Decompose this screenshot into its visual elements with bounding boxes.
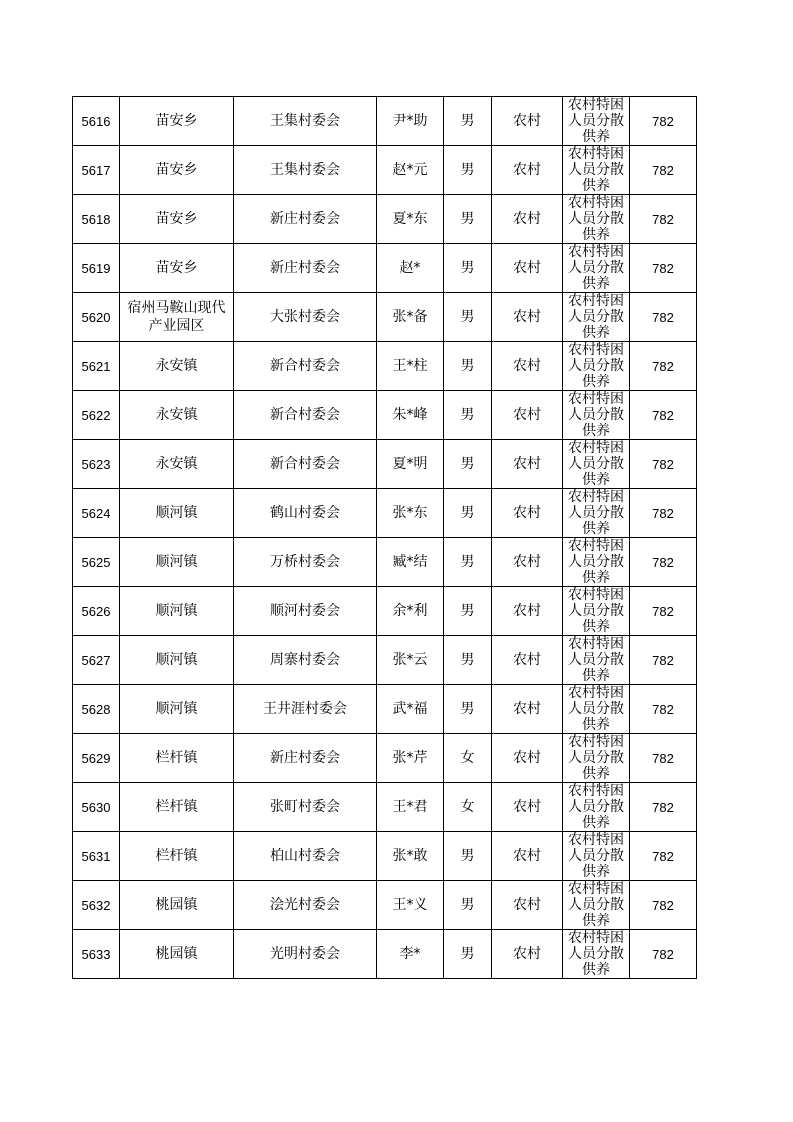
support-category-cell: [563, 391, 630, 440]
area-type-cell: 农村: [492, 195, 563, 244]
serial-number-cell: 5631: [73, 832, 120, 881]
support-category-text: 农村特困人员分散供养: [568, 587, 624, 635]
village-committee-cell: 新庄村委会: [234, 244, 377, 293]
township-cell: 苗安乡: [120, 195, 234, 244]
person-name-cell: 王*义: [377, 881, 444, 930]
person-name-cell: 余*利: [377, 587, 444, 636]
village-committee-cell: 光明村委会: [234, 930, 377, 979]
amount-cell: 782: [630, 342, 697, 391]
amount-cell: 782: [630, 489, 697, 538]
table-row: [73, 783, 697, 832]
table-row: [73, 538, 697, 587]
township-cell: 桃园镇: [120, 881, 234, 930]
village-committee-cell: 鹤山村委会: [234, 489, 377, 538]
person-name-cell: 李*: [377, 930, 444, 979]
village-committee-cell: 王集村委会: [234, 146, 377, 195]
roster-table: [72, 96, 697, 979]
area-type-cell: 农村: [492, 489, 563, 538]
support-category-cell: [563, 489, 630, 538]
village-committee-cell: 新庄村委会: [234, 734, 377, 783]
township-cell: 顺河镇: [120, 636, 234, 685]
gender-cell: 女: [444, 734, 492, 783]
township-cell: 栏杆镇: [120, 832, 234, 881]
area-type-cell: 农村: [492, 930, 563, 979]
support-category-text: 农村特困人员分散供养: [568, 636, 624, 684]
area-type-cell: 农村: [492, 832, 563, 881]
support-category-cell: [563, 930, 630, 979]
support-category-text: 农村特困人员分散供养: [568, 685, 624, 733]
gender-cell: 男: [444, 832, 492, 881]
area-type-cell: 农村: [492, 244, 563, 293]
village-committee-cell: 顺河村委会: [234, 587, 377, 636]
person-name-cell: 夏*明: [377, 440, 444, 489]
amount-cell: 782: [630, 440, 697, 489]
table-row: [73, 342, 697, 391]
support-category-text: 农村特困人员分散供养: [568, 489, 624, 537]
person-name-cell: 张*云: [377, 636, 444, 685]
area-type-cell: 农村: [492, 685, 563, 734]
serial-number-cell: 5633: [73, 930, 120, 979]
area-type-cell: 农村: [492, 538, 563, 587]
serial-number-cell: 5617: [73, 146, 120, 195]
support-category-text: 农村特困人员分散供养: [568, 783, 624, 831]
area-type-cell: 农村: [492, 783, 563, 832]
amount-cell: 782: [630, 783, 697, 832]
amount-cell: 782: [630, 587, 697, 636]
township-cell: 顺河镇: [120, 587, 234, 636]
support-category-cell: [563, 881, 630, 930]
table-row: [73, 881, 697, 930]
village-committee-cell: 万桥村委会: [234, 538, 377, 587]
table-row: [73, 489, 697, 538]
support-category-text: 农村特困人员分散供养: [568, 97, 624, 145]
person-name-cell: 张*敢: [377, 832, 444, 881]
support-category-text: 农村特困人员分散供养: [568, 293, 624, 341]
support-category-cell: [563, 587, 630, 636]
amount-cell: 782: [630, 195, 697, 244]
village-committee-cell: 新合村委会: [234, 440, 377, 489]
amount-cell: 782: [630, 832, 697, 881]
serial-number-cell: 5625: [73, 538, 120, 587]
support-category-text: 农村特困人员分散供养: [568, 832, 624, 880]
table-row: [73, 930, 697, 979]
village-committee-cell: 大张村委会: [234, 293, 377, 342]
village-committee-cell: 新合村委会: [234, 342, 377, 391]
township-cell: 苗安乡: [120, 97, 234, 146]
person-name-cell: 张*备: [377, 293, 444, 342]
gender-cell: 男: [444, 685, 492, 734]
support-category-cell: [563, 293, 630, 342]
amount-cell: 782: [630, 293, 697, 342]
gender-cell: 男: [444, 636, 492, 685]
amount-cell: 782: [630, 538, 697, 587]
amount-cell: 782: [630, 146, 697, 195]
person-name-cell: 臧*结: [377, 538, 444, 587]
support-category-cell: [563, 146, 630, 195]
support-category-cell: [563, 440, 630, 489]
gender-cell: 男: [444, 342, 492, 391]
township-cell: 栏杆镇: [120, 783, 234, 832]
amount-cell: 782: [630, 734, 697, 783]
township-cell: 宿州马鞍山现代产业园区: [120, 293, 234, 342]
table-row: [73, 832, 697, 881]
area-type-cell: 农村: [492, 881, 563, 930]
gender-cell: 女: [444, 783, 492, 832]
serial-number-cell: 5618: [73, 195, 120, 244]
township-cell: 栏杆镇: [120, 734, 234, 783]
village-committee-cell: 新合村委会: [234, 391, 377, 440]
serial-number-cell: 5616: [73, 97, 120, 146]
table-row: [73, 636, 697, 685]
table-row: [73, 391, 697, 440]
gender-cell: 男: [444, 538, 492, 587]
township-cell: 永安镇: [120, 391, 234, 440]
area-type-cell: 农村: [492, 146, 563, 195]
area-type-cell: 农村: [492, 342, 563, 391]
amount-cell: 782: [630, 97, 697, 146]
village-committee-cell: 新庄村委会: [234, 195, 377, 244]
support-category-cell: [563, 195, 630, 244]
support-category-text: 农村特困人员分散供养: [568, 146, 624, 194]
serial-number-cell: 5620: [73, 293, 120, 342]
person-name-cell: 张*芹: [377, 734, 444, 783]
village-committee-cell: 浍光村委会: [234, 881, 377, 930]
gender-cell: 男: [444, 293, 492, 342]
serial-number-cell: 5628: [73, 685, 120, 734]
amount-cell: 782: [630, 881, 697, 930]
support-category-cell: [563, 244, 630, 293]
area-type-cell: 农村: [492, 97, 563, 146]
amount-cell: 782: [630, 930, 697, 979]
serial-number-cell: 5632: [73, 881, 120, 930]
area-type-cell: 农村: [492, 440, 563, 489]
village-committee-cell: 柏山村委会: [234, 832, 377, 881]
serial-number-cell: 5626: [73, 587, 120, 636]
township-cell: 桃园镇: [120, 930, 234, 979]
support-category-text: 农村特困人员分散供养: [568, 244, 624, 292]
table-row: [73, 587, 697, 636]
serial-number-cell: 5623: [73, 440, 120, 489]
table-row: [73, 734, 697, 783]
gender-cell: 男: [444, 930, 492, 979]
table-row: [73, 244, 697, 293]
township-cell: 顺河镇: [120, 489, 234, 538]
support-category-cell: [563, 538, 630, 587]
gender-cell: 男: [444, 881, 492, 930]
table-row: [73, 97, 697, 146]
serial-number-cell: 5627: [73, 636, 120, 685]
table-row: [73, 293, 697, 342]
person-name-cell: 赵*元: [377, 146, 444, 195]
support-category-text: 农村特困人员分散供养: [568, 391, 624, 439]
support-category-text: 农村特困人员分散供养: [568, 930, 624, 978]
support-category-text: 农村特困人员分散供养: [568, 881, 624, 929]
amount-cell: 782: [630, 244, 697, 293]
area-type-cell: 农村: [492, 391, 563, 440]
amount-cell: 782: [630, 685, 697, 734]
table-row: [73, 685, 697, 734]
gender-cell: 男: [444, 146, 492, 195]
table-row: [73, 146, 697, 195]
support-category-cell: [563, 734, 630, 783]
support-category-text: 农村特困人员分散供养: [568, 440, 624, 488]
serial-number-cell: 5624: [73, 489, 120, 538]
township-cell: 苗安乡: [120, 146, 234, 195]
township-cell: 顺河镇: [120, 685, 234, 734]
township-cell: 苗安乡: [120, 244, 234, 293]
gender-cell: 男: [444, 587, 492, 636]
area-type-cell: 农村: [492, 636, 563, 685]
gender-cell: 男: [444, 489, 492, 538]
amount-cell: 782: [630, 391, 697, 440]
support-category-cell: [563, 832, 630, 881]
person-name-cell: 夏*东: [377, 195, 444, 244]
support-category-cell: [563, 342, 630, 391]
support-category-text: 农村特困人员分散供养: [568, 342, 624, 390]
amount-cell: 782: [630, 636, 697, 685]
serial-number-cell: 5621: [73, 342, 120, 391]
village-committee-cell: 王井涯村委会: [234, 685, 377, 734]
person-name-cell: 朱*峰: [377, 391, 444, 440]
gender-cell: 男: [444, 97, 492, 146]
gender-cell: 男: [444, 440, 492, 489]
support-category-text: 农村特困人员分散供养: [568, 195, 624, 243]
support-category-cell: [563, 783, 630, 832]
person-name-cell: 武*福: [377, 685, 444, 734]
serial-number-cell: 5622: [73, 391, 120, 440]
person-name-cell: 赵*: [377, 244, 444, 293]
serial-number-cell: 5619: [73, 244, 120, 293]
gender-cell: 男: [444, 195, 492, 244]
support-category-cell: [563, 97, 630, 146]
area-type-cell: 农村: [492, 293, 563, 342]
village-committee-cell: 张町村委会: [234, 783, 377, 832]
person-name-cell: 王*柱: [377, 342, 444, 391]
area-type-cell: 农村: [492, 734, 563, 783]
support-category-cell: [563, 685, 630, 734]
gender-cell: 男: [444, 391, 492, 440]
roster-body: [73, 97, 697, 979]
village-committee-cell: 王集村委会: [234, 97, 377, 146]
table-row: [73, 440, 697, 489]
village-committee-cell: 周寨村委会: [234, 636, 377, 685]
support-category-text: 农村特困人员分散供养: [568, 538, 624, 586]
person-name-cell: 尹*助: [377, 97, 444, 146]
table-row: [73, 195, 697, 244]
township-cell: 顺河镇: [120, 538, 234, 587]
person-name-cell: 王*君: [377, 783, 444, 832]
township-cell: 永安镇: [120, 440, 234, 489]
support-category-cell: [563, 636, 630, 685]
support-category-text: 农村特困人员分散供养: [568, 734, 624, 782]
area-type-cell: 农村: [492, 587, 563, 636]
serial-number-cell: 5629: [73, 734, 120, 783]
person-name-cell: 张*东: [377, 489, 444, 538]
township-cell: 永安镇: [120, 342, 234, 391]
serial-number-cell: 5630: [73, 783, 120, 832]
gender-cell: 男: [444, 244, 492, 293]
